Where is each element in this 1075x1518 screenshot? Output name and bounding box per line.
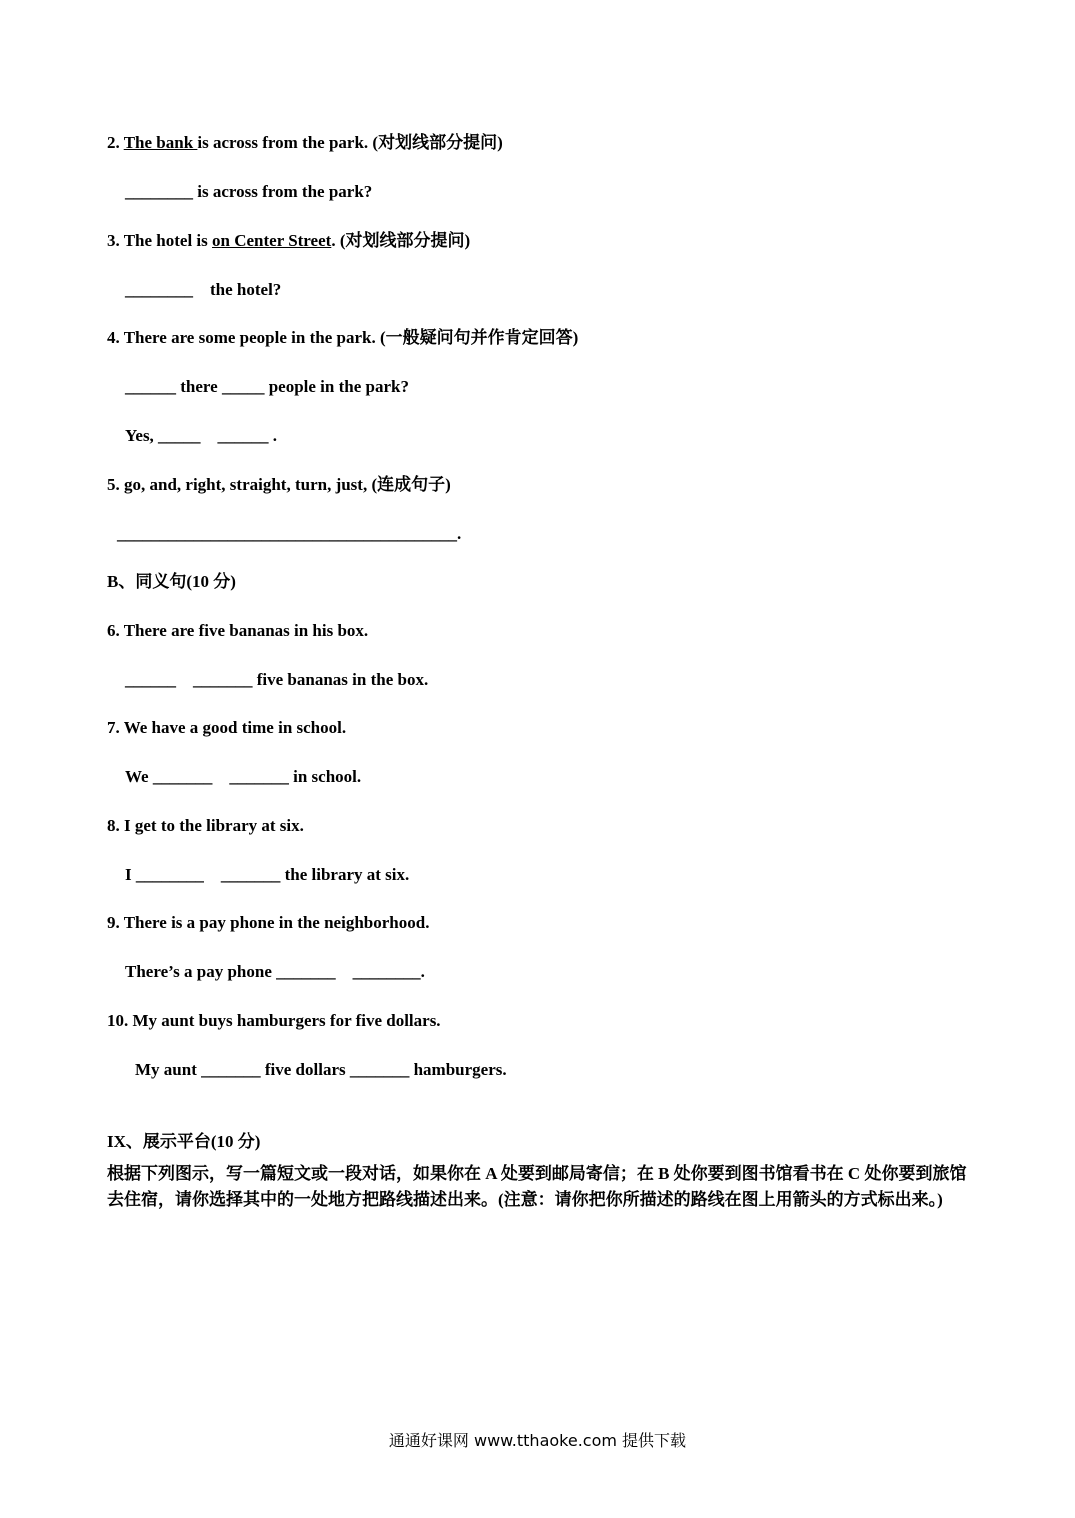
q6-question: 6. There are five bananas in his box. (107, 621, 369, 640)
q7-answer: We _______ _______ in school. (125, 767, 362, 786)
q5-question: 5. go, and, right, straight, turn, just, (连成句子) (107, 475, 451, 494)
q2-question: 2. The bank is across from the park. (对划线部分提问) (107, 133, 503, 152)
q3-underlined-phrase: on Center Street (212, 231, 332, 250)
q2-question-rest: is across from the park. (对划线部分提问) (197, 133, 503, 152)
q10-answer: My aunt _______ five dollars _______ hamburgers. (135, 1060, 507, 1079)
q4-answer-reply: Yes, _____ ______ . (125, 426, 278, 445)
q5-answer: ________________________________________. (117, 524, 462, 543)
q9-question: 9. There is a pay phone in the neighborhood. (107, 913, 430, 932)
q2-underlined-phrase: The bank (123, 133, 198, 152)
q7-question: 7. We have a good time in school. (107, 718, 347, 737)
q3-prefix: 3. The hotel is (107, 231, 213, 250)
q3-answer: ________ the hotel? (125, 280, 282, 299)
q4-answer-question: ______ there _____ people in the park? (125, 377, 409, 396)
section-ix-heading: IX、展示平台(10 分) (107, 1132, 261, 1151)
q6-answer: ______ _______ five bananas in the box. (125, 670, 429, 689)
page-footer: 通通好课网 www.tthaoke.com 提供下载 (388, 1431, 687, 1450)
section-ix-instructions: 根据下列图示，写一篇短文或一段对话，如果你在 A 处要到邮局寄信；在 B 处你要到图书馆看书在 C 处你要到旅馆去住宿，请你选择其中的一处地方把路线描述出来。(注意：请你把你所描述的路线在图上用箭头的方式标出来。) (107, 1164, 967, 1209)
q8-question: 8. I get to the library at six. (107, 816, 304, 835)
q3-question (107, 230, 470, 252)
q8-answer: I ________ _______ the library at six. (125, 865, 410, 884)
q4-question: 4. There are some people in the park. (一般疑问句并作肯定回答) (107, 328, 579, 347)
section-b-heading: B、同义句(10 分) (107, 572, 236, 591)
q2-answer: ________ is across from the park? (125, 182, 373, 201)
q3-question-rest: . (对划线部分提问) (331, 231, 471, 250)
q9-answer: There’s a pay phone _______ ________. (125, 962, 425, 981)
q10-question: 10. My aunt buys hamburgers for five dollars. (107, 1011, 441, 1030)
